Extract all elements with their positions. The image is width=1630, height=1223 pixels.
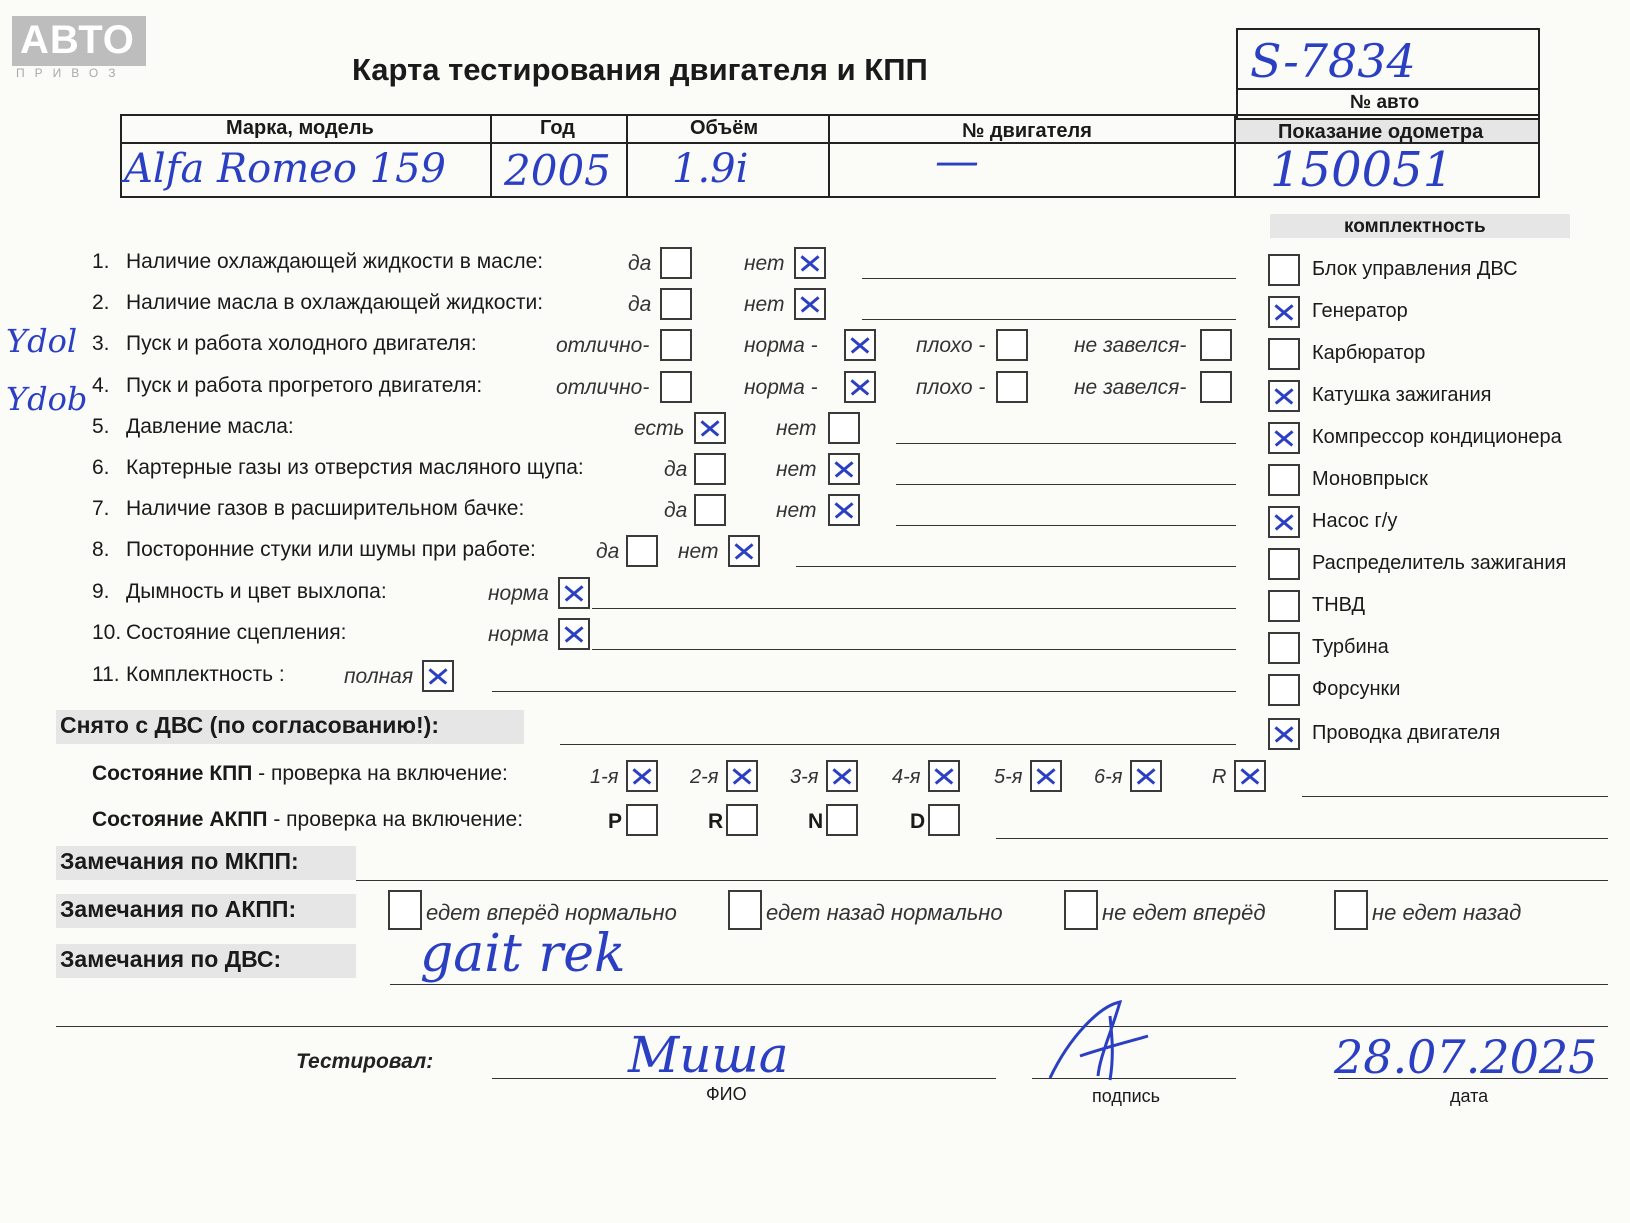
option-label: полная	[344, 665, 414, 688]
item-number: 9.	[92, 580, 110, 603]
option-label: нет	[776, 417, 817, 440]
removed-label: Снято с ДВС (по согласованию!):	[60, 712, 439, 738]
item-text: Дымность и цвет выхлопа:	[126, 580, 387, 603]
volume-value: 1.9i	[672, 146, 749, 192]
option-label: есть	[634, 417, 685, 440]
kpp-label: Состояние КПП - проверка на включение:	[92, 762, 508, 785]
margin-note-2: Ydob	[6, 380, 88, 418]
item-text: Состояние сцепления:	[126, 621, 347, 644]
item-text: Пуск и работа прогретого двигателя:	[126, 374, 483, 397]
kpp-gear-label: R	[1212, 766, 1227, 788]
option-label: да	[596, 540, 620, 563]
option-label: да	[628, 252, 652, 275]
option-checkbox[interactable]	[844, 329, 876, 361]
option-checkbox[interactable]	[1200, 329, 1232, 361]
logo-sub: ПРИВОЗ	[16, 66, 126, 80]
akpp-option-checkbox[interactable]	[1064, 890, 1098, 930]
margin-note-1: Ydol	[6, 322, 78, 360]
kit-item-label: Карбюратор	[1312, 342, 1426, 364]
kit-item-label: Компрессор кондиционера	[1312, 426, 1562, 448]
akpp-gear-label: N	[808, 810, 824, 833]
option-checkbox[interactable]	[660, 247, 692, 279]
remarks-mkpp-label: Замечания по МКПП:	[60, 848, 299, 874]
option-checkbox[interactable]	[660, 329, 692, 361]
option-checkbox[interactable]	[660, 288, 692, 320]
akpp-option-checkbox[interactable]	[728, 890, 762, 930]
option-checkbox[interactable]	[728, 535, 760, 567]
item-number: 5.	[92, 415, 110, 438]
item-number: 11.	[92, 663, 120, 686]
kit-item-label: Проводка двигателя	[1312, 722, 1501, 744]
akpp-option-label: едет вперёд нормально	[426, 900, 677, 925]
option-label: нет	[678, 540, 719, 563]
sign-label: подпись	[1092, 1086, 1161, 1106]
option-checkbox[interactable]	[694, 453, 726, 485]
option-checkbox[interactable]	[558, 618, 590, 650]
kpp-gear-checkbox[interactable]	[1030, 760, 1062, 792]
option-checkbox[interactable]	[828, 453, 860, 485]
engine-label: № двигателя	[962, 120, 1092, 142]
kit-checkbox[interactable]	[1268, 632, 1300, 664]
item-number: 2.	[92, 291, 110, 314]
test-date: 28.07.2025	[1334, 1030, 1598, 1084]
item-number: 10.	[92, 621, 122, 644]
kpp-gear-checkbox[interactable]	[1130, 760, 1162, 792]
signature	[1040, 996, 1150, 1086]
option-checkbox[interactable]	[694, 412, 726, 444]
option-checkbox[interactable]	[844, 371, 876, 403]
akpp-gear-checkbox[interactable]	[928, 804, 960, 836]
year-label: Год	[540, 117, 575, 139]
option-label: не завелся-	[1074, 376, 1187, 399]
engine-value: —	[935, 136, 979, 187]
akpp-option-checkbox[interactable]	[388, 890, 422, 930]
fio-label: ФИО	[706, 1084, 747, 1104]
akpp-label: Состояние АКПП - проверка на включение:	[92, 808, 524, 831]
item-text: Наличие газов в расширительном бачке:	[126, 497, 525, 520]
option-label: нет	[744, 252, 785, 275]
option-checkbox[interactable]	[996, 329, 1028, 361]
option-label: плохо -	[916, 334, 986, 357]
remarks-dvs-label: Замечания по ДВС:	[60, 946, 282, 972]
option-label: норма	[488, 623, 549, 646]
auto-no-value: S-7834	[1250, 34, 1416, 88]
option-label: нет	[744, 293, 785, 316]
kit-item-label: ТНВД	[1312, 594, 1366, 616]
item-number: 1.	[92, 250, 110, 273]
item-text: Наличие масла в охлаждающей жидкости:	[126, 291, 544, 314]
tester-name: Миша	[628, 1026, 789, 1084]
kit-checkbox[interactable]	[1268, 548, 1300, 580]
item-text: Картерные газы из отверстия масляного щупа:	[126, 456, 584, 479]
akpp-option-label: не едет вперёд	[1102, 900, 1266, 925]
option-label: норма -	[744, 376, 818, 399]
kit-checkbox[interactable]	[1268, 718, 1300, 750]
kit-item-label: Катушка зажигания	[1312, 384, 1492, 406]
kpp-gear-checkbox[interactable]	[726, 760, 758, 792]
auto-no-label: № авто	[1350, 92, 1420, 113]
kpp-gear-label: 6-я	[1094, 766, 1123, 788]
akpp-gear-checkbox[interactable]	[826, 804, 858, 836]
akpp-option-label: едет назад нормально	[766, 900, 1003, 925]
item-number: 7.	[92, 497, 110, 520]
kit-checkbox[interactable]	[1268, 464, 1300, 496]
kit-checkbox[interactable]	[1268, 380, 1300, 412]
kit-checkbox[interactable]	[1268, 338, 1300, 370]
option-checkbox[interactable]	[794, 288, 826, 320]
option-label: отлично-	[556, 376, 650, 399]
kit-checkbox[interactable]	[1268, 422, 1300, 454]
option-label: да	[664, 499, 688, 522]
kpp-gear-checkbox[interactable]	[1234, 760, 1266, 792]
option-checkbox[interactable]	[660, 371, 692, 403]
item-text: Наличие охлаждающей жидкости в масле:	[126, 250, 544, 273]
kit-checkbox[interactable]	[1268, 254, 1300, 286]
kpp-gear-label: 5-я	[994, 766, 1023, 788]
option-label: норма	[488, 582, 549, 605]
item-number: 6.	[92, 456, 110, 479]
kit-checkbox[interactable]	[1268, 296, 1300, 328]
kit-item-label: Генератор	[1312, 300, 1408, 322]
kit-item-label: Насос г/у	[1312, 510, 1398, 532]
kpp-gear-checkbox[interactable]	[626, 760, 658, 792]
option-checkbox[interactable]	[828, 412, 860, 444]
item-number: 3.	[92, 332, 110, 355]
odo-value: 150051	[1270, 142, 1454, 198]
item-number: 8.	[92, 538, 110, 561]
odo-label: Показание одометра	[1278, 121, 1484, 143]
option-checkbox[interactable]	[794, 247, 826, 279]
option-checkbox[interactable]	[828, 494, 860, 526]
kpp-gear-label: 1-я	[590, 766, 619, 788]
year-value: 2005	[504, 146, 611, 195]
kpp-gear-checkbox[interactable]	[928, 760, 960, 792]
kit-checkbox[interactable]	[1268, 674, 1300, 706]
option-label: норма -	[744, 334, 818, 357]
kpp-gear-label: 4-я	[892, 766, 921, 788]
brand-value: Alfa Romeo 159	[124, 146, 446, 192]
kpp-gear-checkbox[interactable]	[826, 760, 858, 792]
kit-item-label: Форсунки	[1312, 678, 1401, 700]
remarks-akpp-label: Замечания по АКПП:	[60, 896, 297, 922]
akpp-gear-label: P	[608, 810, 623, 833]
logo-main: АВТО	[20, 18, 135, 62]
akpp-option-checkbox[interactable]	[1334, 890, 1368, 930]
item-text: Посторонние стуки или шумы при работе:	[126, 538, 536, 561]
item-text: Давление масла:	[126, 415, 294, 438]
option-checkbox[interactable]	[694, 494, 726, 526]
page-title: Карта тестирования двигателя и КПП	[352, 52, 928, 87]
remarks-dvs-value: gait rek	[420, 924, 626, 984]
tested-label: Тестировал:	[296, 1050, 434, 1073]
option-checkbox[interactable]	[558, 577, 590, 609]
kpp-gear-label: 2-я	[690, 766, 719, 788]
brand-label: Марка, модель	[226, 117, 374, 139]
option-label: нет	[776, 499, 817, 522]
option-checkbox[interactable]	[626, 535, 658, 567]
akpp-gear-checkbox[interactable]	[726, 804, 758, 836]
kit-item-label: Моновпрыск	[1312, 468, 1428, 490]
kpp-gear-label: 3-я	[790, 766, 819, 788]
kit-checkbox[interactable]	[1268, 590, 1300, 622]
option-label: отлично-	[556, 334, 650, 357]
item-number: 4.	[92, 374, 110, 397]
akpp-gear-checkbox[interactable]	[626, 804, 658, 836]
option-checkbox[interactable]	[422, 660, 454, 692]
item-text: Комплектность :	[126, 663, 285, 686]
option-label: нет	[776, 458, 817, 481]
option-checkbox[interactable]	[996, 371, 1028, 403]
akpp-gear-label: R	[708, 810, 724, 833]
option-label: не завелся-	[1074, 334, 1187, 357]
kit-item-label: Распределитель зажигания	[1312, 552, 1567, 574]
date-label: дата	[1450, 1086, 1489, 1106]
volume-label: Объём	[690, 117, 759, 139]
option-label: плохо -	[916, 376, 986, 399]
option-label: да	[628, 293, 652, 316]
kit-title: комплектность	[1344, 216, 1486, 237]
kit-checkbox[interactable]	[1268, 506, 1300, 538]
option-checkbox[interactable]	[1200, 371, 1232, 403]
option-label: да	[664, 458, 688, 481]
item-text: Пуск и работа холодного двигателя:	[126, 332, 477, 355]
kit-item-label: Блок управления ДВС	[1312, 258, 1518, 280]
akpp-option-label: не едет назад	[1372, 900, 1522, 925]
kit-item-label: Турбина	[1312, 636, 1389, 658]
akpp-gear-label: D	[910, 810, 926, 833]
